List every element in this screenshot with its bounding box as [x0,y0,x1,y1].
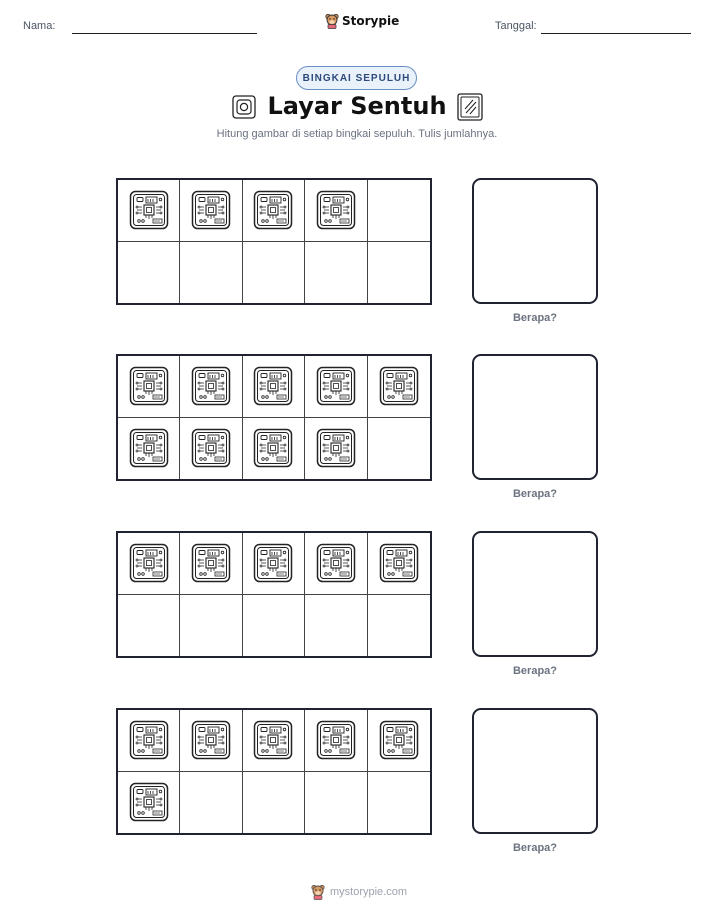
ten-frame [116,708,432,835]
frame-cell [368,710,430,772]
ten-frame [116,354,432,481]
frame-cell [243,356,305,418]
circuit-board-icon [191,543,231,583]
frame-cell [118,242,180,304]
name-label: Nama: [23,20,56,32]
frame-cell [305,533,367,595]
frame-cell [368,356,430,418]
frame-cell [180,595,242,657]
answer-box[interactable] [472,178,598,304]
frame-cell [368,772,430,834]
how-many-label: Berapa? [512,665,558,677]
circuit-board-icon [129,782,169,822]
frame-cell [118,180,180,242]
answer-box[interactable] [472,354,598,480]
circuit-board-icon [253,366,293,406]
answer-box[interactable] [472,531,598,657]
ten-frame [116,178,432,305]
frame-cell [243,242,305,304]
frame-cell [368,595,430,657]
frame-cell [180,180,242,242]
frame-cell [180,356,242,418]
frame-cell [243,533,305,595]
frame-cell [305,710,367,772]
frame-cell [118,533,180,595]
circuit-board-icon [379,366,419,406]
frame-cell [305,356,367,418]
frame-cell [305,242,367,304]
circuit-board-icon [253,428,293,468]
page-title: Layar Sentuh [267,92,447,120]
frame-cell [243,772,305,834]
footer-url: mystorypie.com [330,886,408,898]
frame-cell [180,772,242,834]
frame-cell [305,418,367,480]
date-field[interactable] [541,33,691,34]
circuit-board-icon [253,543,293,583]
circuit-board-icon [191,190,231,230]
circuit-board-icon [129,366,169,406]
circuit-board-icon [316,366,356,406]
circuit-board-icon [253,190,293,230]
how-many-label: Berapa? [512,312,558,324]
how-many-label: Berapa? [512,842,558,854]
name-field[interactable] [72,33,257,34]
frame-cell [368,242,430,304]
circuit-board-icon [379,720,419,760]
frame-cell [180,710,242,772]
circuit-board-icon [129,543,169,583]
date-label: Tanggal: [495,20,537,32]
frame-cell [305,595,367,657]
frame-cell [180,418,242,480]
frame-cell [118,356,180,418]
frame-cell [368,180,430,242]
bear-mascot-icon [310,884,326,900]
circuit-board-icon [316,720,356,760]
circuit-board-icon [191,428,231,468]
brand-name: Storypie [342,14,400,28]
frame-cell [305,180,367,242]
circuit-board-icon [129,720,169,760]
bear-mascot-icon [325,13,339,29]
frame-cell [368,533,430,595]
circuit-board-icon [316,543,356,583]
answer-box[interactable] [472,708,598,834]
instructions: Hitung gambar di setiap bingkai sepuluh. Tulis jumlahnya. [216,128,498,140]
circuit-board-icon [316,428,356,468]
footer [310,884,407,900]
frame-cell [243,710,305,772]
how-many-label: Berapa? [512,488,558,500]
circuit-board-icon [191,720,231,760]
frame-cell [243,595,305,657]
frame-cell [118,710,180,772]
frame-cell [180,533,242,595]
brand-logo [325,13,399,29]
circuit-board-icon [129,428,169,468]
glass-screen-icon [457,93,483,121]
frame-cell [368,418,430,480]
circuit-board-icon [316,190,356,230]
frame-cell [118,772,180,834]
ten-frame [116,531,432,658]
circuit-board-icon [129,190,169,230]
frame-cell [243,180,305,242]
frame-cell [118,418,180,480]
circuit-board-icon [253,720,293,760]
frame-cell [180,242,242,304]
frame-cell [243,418,305,480]
frame-cell [305,772,367,834]
circuit-board-icon [379,543,419,583]
frame-cell [118,595,180,657]
circuit-board-icon [191,366,231,406]
topic-badge: BINGKAI SEPULUH [296,66,417,90]
